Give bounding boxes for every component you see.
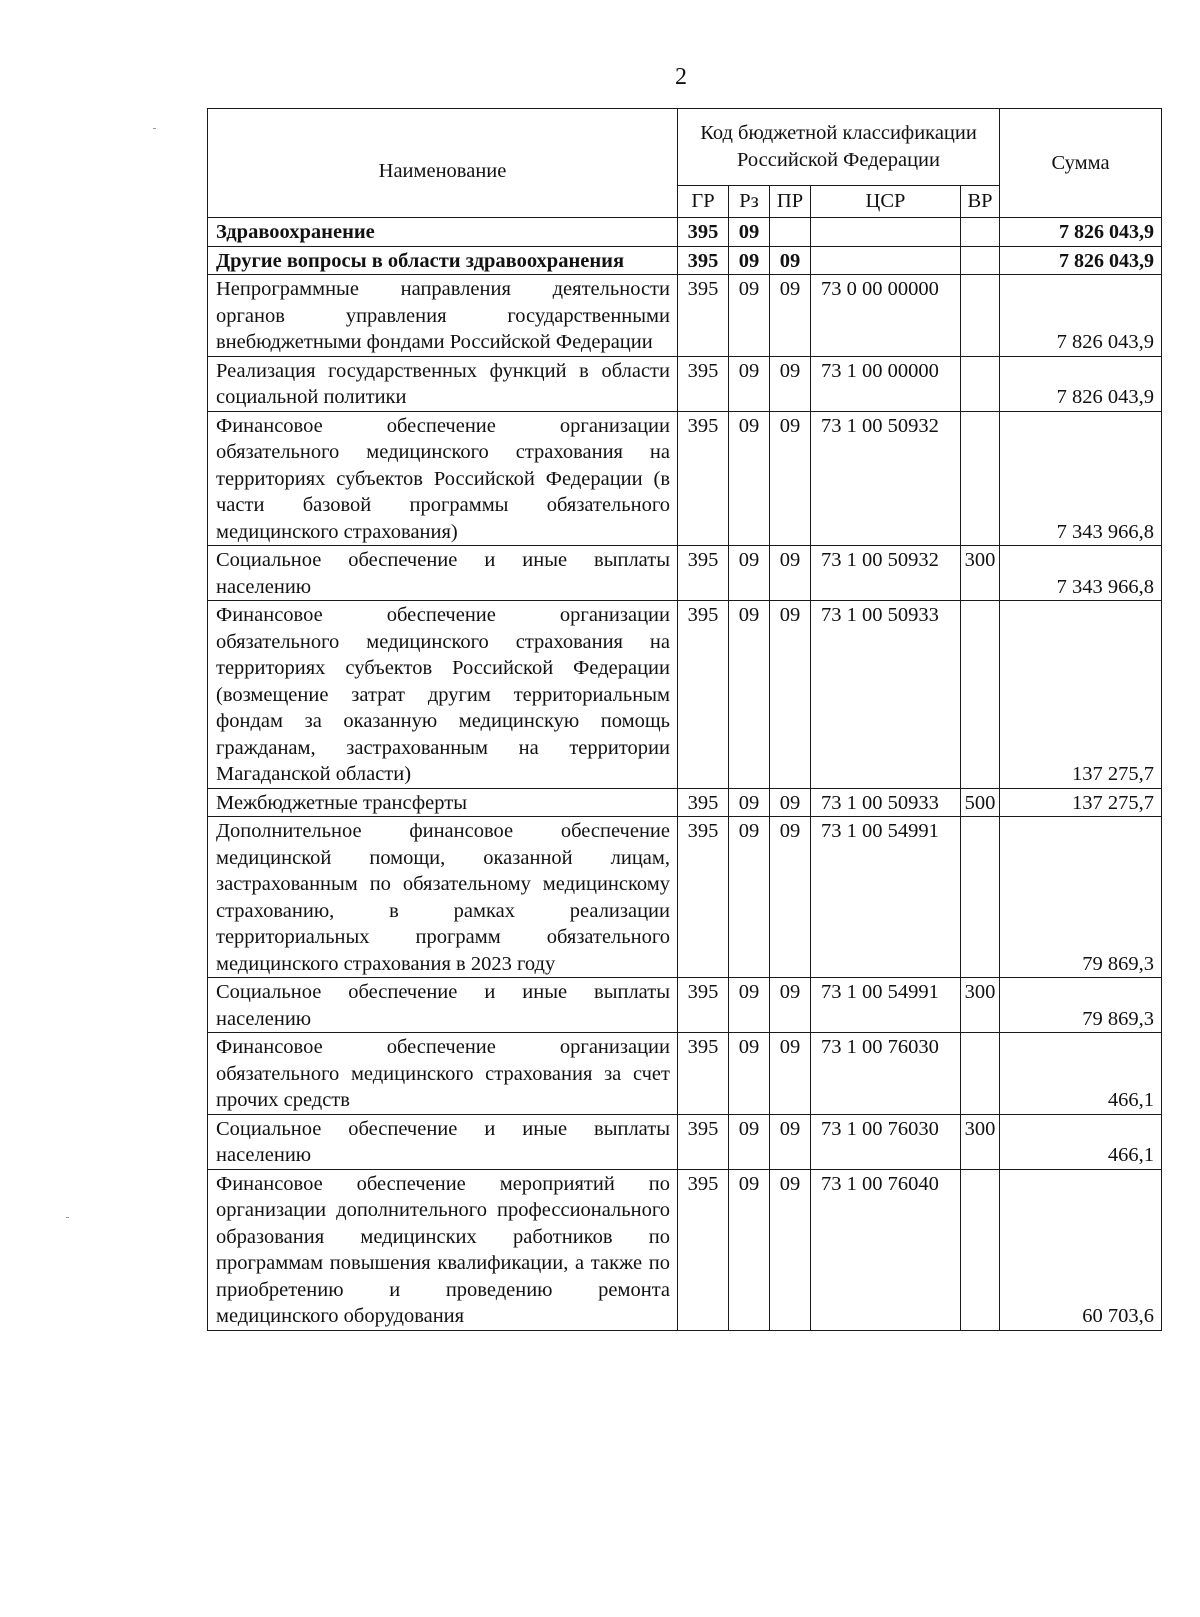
row-gr: 395 — [678, 1114, 729, 1169]
row-gr: 395 — [678, 788, 729, 817]
row-pr: 09 — [770, 275, 811, 357]
row-name: Финансовое обеспечение организации обязательного медицинского страхования на территориях субъектов Российской Федерации (возмещение затрат другим территориальным фондам за оказанную медицинскую помощь гражданам, застрахованным на территории Магаданской области) — [208, 601, 678, 789]
row-pr: 09 — [770, 1169, 811, 1330]
row-rz: 09 — [729, 1114, 770, 1169]
row-rz: 09 — [729, 275, 770, 357]
header-rz: Рз — [729, 186, 770, 218]
row-vr — [961, 275, 1000, 357]
row-rz: 09 — [729, 411, 770, 546]
row-name: Социальное обеспечение и иные выплаты населению — [208, 1114, 678, 1169]
row-name: Другие вопросы в области здравоохранения — [208, 246, 678, 275]
row-vr: 300 — [961, 546, 1000, 601]
table-row — [208, 978, 1162, 1033]
row-csr: 73 1 00 50933 — [811, 788, 961, 817]
table-row — [208, 1033, 1162, 1115]
row-vr: 500 — [961, 788, 1000, 817]
table-row — [208, 411, 1162, 546]
row-vr — [961, 817, 1000, 978]
header-pr: ПР — [770, 186, 811, 218]
table-row — [208, 275, 1162, 357]
row-csr — [811, 246, 961, 275]
row-gr: 395 — [678, 218, 729, 247]
row-pr — [770, 218, 811, 247]
row-name: Здравоохранение — [208, 218, 678, 247]
row-sum: 60 703,6 — [1000, 1169, 1162, 1330]
row-vr: 300 — [961, 1114, 1000, 1169]
row-sum: 7 343 966,8 — [1000, 411, 1162, 546]
row-pr: 09 — [770, 817, 811, 978]
table-body — [208, 218, 1162, 1331]
row-vr — [961, 1033, 1000, 1115]
table-header — [208, 109, 1162, 218]
row-sum: 7 826 043,9 — [1000, 275, 1162, 357]
row-gr: 395 — [678, 546, 729, 601]
row-sum: 7 826 043,9 — [1000, 246, 1162, 275]
page-number: 2 — [675, 64, 687, 90]
row-gr: 395 — [678, 601, 729, 789]
row-csr: 73 1 00 00000 — [811, 356, 961, 411]
table-row — [208, 1114, 1162, 1169]
row-name: Финансовое обеспечение организации обязательного медицинского страхования на территориях субъектов Российской Федерации (в части базовой программы обязательного медицинского страхования) — [208, 411, 678, 546]
row-csr: 73 1 00 50932 — [811, 411, 961, 546]
row-pr: 09 — [770, 546, 811, 601]
row-name: Финансовое обеспечение мероприятий по организации дополнительного профессионального образования медицинских работников по программам повышения квалификации, а также по приобретению и проведению ремонта медицинского оборудования — [208, 1169, 678, 1330]
row-rz: 09 — [729, 601, 770, 789]
row-vr — [961, 356, 1000, 411]
scan-speck — [153, 128, 156, 129]
row-name: Финансовое обеспечение организации обязательного медицинского страхования за счет прочих средств — [208, 1033, 678, 1115]
row-rz: 09 — [729, 817, 770, 978]
row-vr — [961, 601, 1000, 789]
row-name: Межбюджетные трансферты — [208, 788, 678, 817]
table-row — [208, 218, 1162, 247]
row-pr: 09 — [770, 356, 811, 411]
row-csr: 73 1 00 54991 — [811, 978, 961, 1033]
row-gr: 395 — [678, 1169, 729, 1330]
row-gr: 395 — [678, 978, 729, 1033]
row-pr: 09 — [770, 788, 811, 817]
header-kbk: Код бюджетной классификации Российской Федерации — [678, 109, 1000, 186]
header-vr: ВР — [961, 186, 1000, 218]
row-sum: 7 826 043,9 — [1000, 356, 1162, 411]
row-rz: 09 — [729, 356, 770, 411]
row-csr: 73 1 00 76040 — [811, 1169, 961, 1330]
row-name: Дополнительное финансовое обеспечение медицинской помощи, оказанной лицам, застрахованным по обязательному медицинскому страхованию, в рамках реализации территориальных программ обязательного медицинского страхования в 2023 году — [208, 817, 678, 978]
row-sum: 137 275,7 — [1000, 788, 1162, 817]
row-pr: 09 — [770, 411, 811, 546]
row-sum: 466,1 — [1000, 1114, 1162, 1169]
header-gr: ГР — [678, 186, 729, 218]
budget-table — [207, 108, 1162, 1331]
row-rz: 09 — [729, 1033, 770, 1115]
row-pr: 09 — [770, 601, 811, 789]
row-rz: 09 — [729, 218, 770, 247]
row-rz: 09 — [729, 546, 770, 601]
row-gr: 395 — [678, 275, 729, 357]
row-name: Непрограммные направления деятельности органов управления государственными внебюджетными фондами Российской Федерации — [208, 275, 678, 357]
table-row — [208, 788, 1162, 817]
row-vr: 300 — [961, 978, 1000, 1033]
row-gr: 395 — [678, 411, 729, 546]
header-name: Наименование — [208, 109, 678, 218]
row-csr — [811, 218, 961, 247]
row-gr: 395 — [678, 356, 729, 411]
row-csr: 73 1 00 76030 — [811, 1033, 961, 1115]
header-sum: Сумма — [1000, 109, 1162, 218]
row-sum: 79 869,3 — [1000, 817, 1162, 978]
table-row — [208, 817, 1162, 978]
table-row — [208, 601, 1162, 789]
row-pr: 09 — [770, 1033, 811, 1115]
row-sum: 7 343 966,8 — [1000, 546, 1162, 601]
row-csr: 73 0 00 00000 — [811, 275, 961, 357]
row-csr: 73 1 00 50933 — [811, 601, 961, 789]
row-sum: 137 275,7 — [1000, 601, 1162, 789]
scan-speck — [66, 1217, 69, 1218]
row-name: Социальное обеспечение и иные выплаты населению — [208, 546, 678, 601]
table-row — [208, 246, 1162, 275]
header-csr: ЦСР — [811, 186, 961, 218]
row-gr: 395 — [678, 1033, 729, 1115]
row-sum: 79 869,3 — [1000, 978, 1162, 1033]
row-pr: 09 — [770, 246, 811, 275]
row-vr — [961, 1169, 1000, 1330]
row-gr: 395 — [678, 246, 729, 275]
row-csr: 73 1 00 50932 — [811, 546, 961, 601]
row-sum: 7 826 043,9 — [1000, 218, 1162, 247]
table-row — [208, 356, 1162, 411]
row-sum: 466,1 — [1000, 1033, 1162, 1115]
row-gr: 395 — [678, 817, 729, 978]
row-pr: 09 — [770, 1114, 811, 1169]
row-pr: 09 — [770, 978, 811, 1033]
row-rz: 09 — [729, 246, 770, 275]
row-vr — [961, 218, 1000, 247]
row-name: Социальное обеспечение и иные выплаты населению — [208, 978, 678, 1033]
row-csr: 73 1 00 76030 — [811, 1114, 961, 1169]
row-name: Реализация государственных функций в области социальной политики — [208, 356, 678, 411]
table-row — [208, 1169, 1162, 1330]
row-rz: 09 — [729, 978, 770, 1033]
row-rz: 09 — [729, 1169, 770, 1330]
row-vr — [961, 246, 1000, 275]
row-rz: 09 — [729, 788, 770, 817]
row-vr — [961, 411, 1000, 546]
table-row — [208, 546, 1162, 601]
row-csr: 73 1 00 54991 — [811, 817, 961, 978]
